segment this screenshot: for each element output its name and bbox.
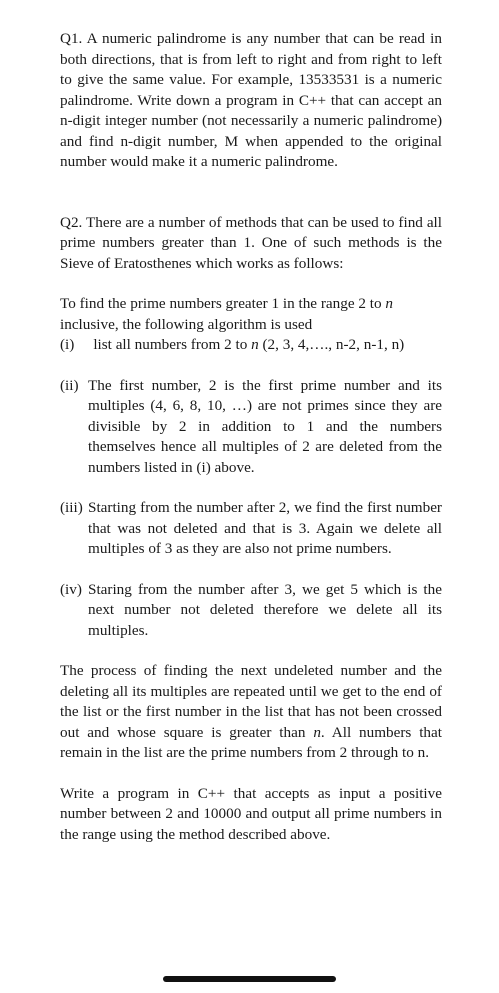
- process-text-b: . All numbers that remain in the list are the prime numbers from 2 through to n.: [60, 723, 442, 761]
- step-iv-number: (iv): [60, 580, 82, 598]
- document-page: [60, 29, 442, 845]
- step-iii: [60, 498, 442, 560]
- step-iv-text: Staring from the number after 3, we get 5 which is the next number not deleted therefore we delete all its multiples.: [88, 580, 442, 639]
- process-n: n: [313, 723, 321, 741]
- algorithm-intro-n: n: [385, 295, 393, 312]
- question-2-intro: Q2. There are a number of methods that can be used to find all prime numbers greater than 1. One of such methods is the Sieve of Eratosthenes which works as follows:: [60, 213, 442, 272]
- step-iv: [60, 580, 442, 642]
- step-ii: [60, 376, 442, 479]
- step-i: [60, 335, 442, 356]
- algorithm-intro-text-a: To find the prime numbers greater 1 in the range 2 to: [60, 295, 386, 312]
- step-i-text-b: (2, 3, 4,…., n-2, n-1, n): [258, 336, 405, 353]
- step-i-n: n: [251, 336, 259, 353]
- home-indicator-bar[interactable]: [163, 976, 336, 982]
- step-iii-number: (iii): [60, 499, 83, 516]
- question-1: Q1. A numeric palindrome is any number that can be read in both directions, that is from left to right and from right to left to give the same value. For example, 13533531 is a numeric palindrome. Write down a program in C++ that can accept an n-digit integer number (not necessarily a numeric palindrome) and find n-digit number, M when appended to the original number would make it a numeric palindrome.: [60, 30, 442, 170]
- process-text-a: The process of finding the next undeleted number and the deleting all its multiples are repeated until we get to the end of the list or the first number in the list that has not been crossed out and whose square is greater than: [60, 662, 442, 741]
- algorithm-intro: [60, 294, 442, 335]
- step-i-number: (i): [60, 336, 75, 353]
- step-ii-text: The first number, 2 is the first prime number and its multiples (4, 6, 8, 10, …) are not primes since they are divisible by 2 in addition to 1 and the numbers themselves hence all multiples of 2 are deleted from the numbers listed in (i) above.: [88, 376, 442, 476]
- step-i-text-a: list all numbers from 2 to: [93, 336, 252, 353]
- task-statement: Write a program in C++ that accepts as input a positive number between 2 and 10000 and output all prime numbers in the range using the method described above.: [60, 784, 442, 843]
- algorithm-intro-text-b: inclusive, the following algorithm is used: [60, 315, 313, 333]
- process-description: [60, 661, 442, 764]
- step-ii-number: (ii): [60, 376, 79, 394]
- step-iii-text: Starting from the number after 2, we find the first number that was not deleted and that is 3. Again we delete all multiples of 3 as they are also not prime numbers.: [88, 499, 442, 557]
